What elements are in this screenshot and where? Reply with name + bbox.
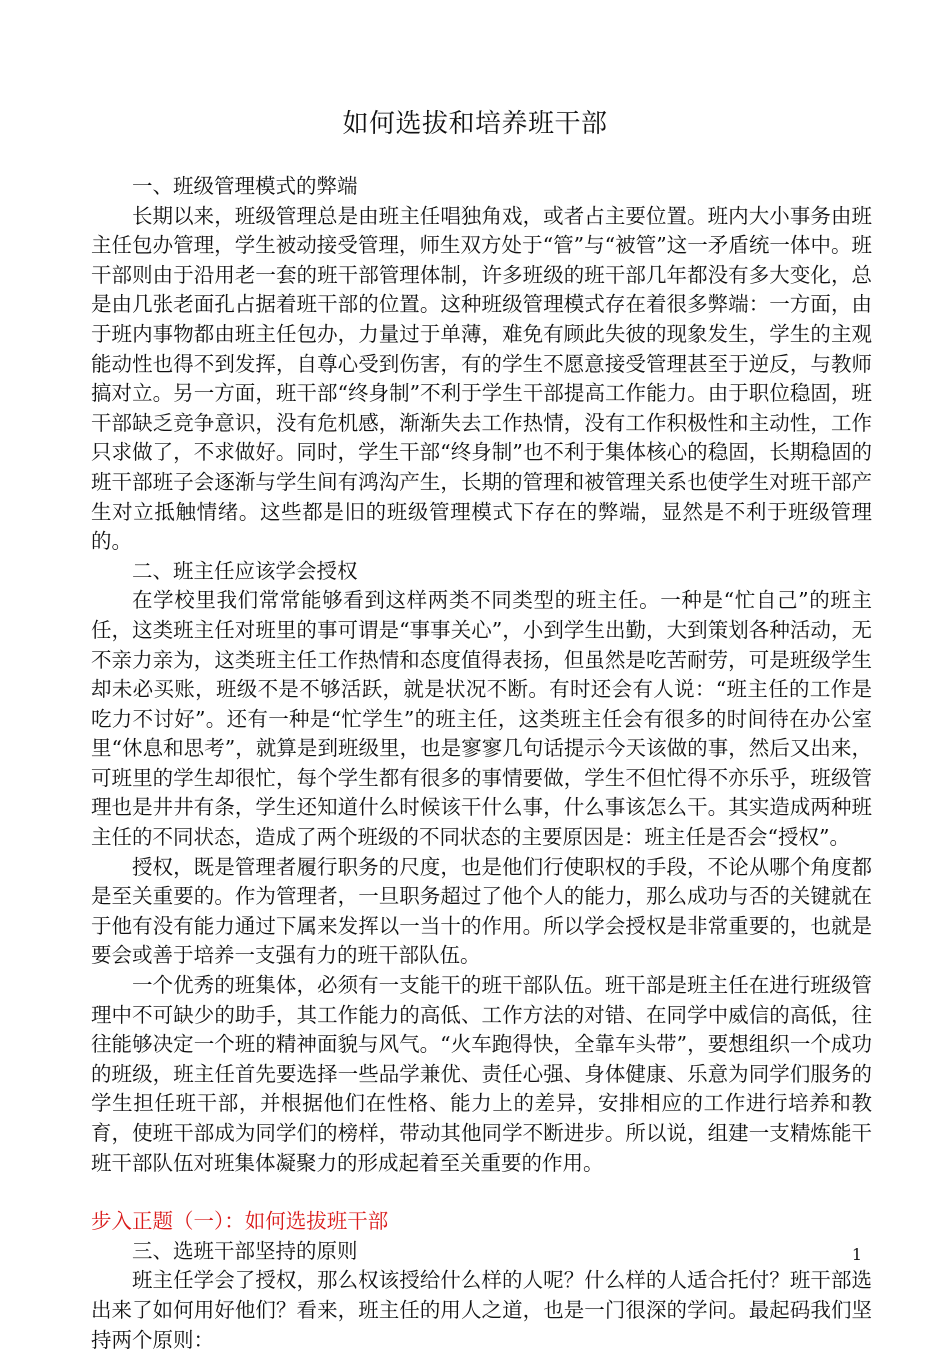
paragraph-3: 授权，既是管理者履行职务的尺度，也是他们行使职权的手段，不论从哪个角度都是至关重要的。作为管理者，一旦职务超过了他个人的能力，那么成功与否的关键就在于他有没有能力通过下属来发挥以一当十的作用。所以学会授权是非常重要的，也就是要会或善于培养一支强有力的班干部队伍。 xyxy=(91,854,872,968)
paragraph-4: 一个优秀的班集体，必须有一支能干的班干部队伍。班干部是班主任在进行班级管理中不可缺少的助手，其工作能力的高低、工作方法的对错、在同学中威信的高低，往往能够决定一个班的精神面貌与风气。“火车跑得快，全靠车头带”，要想组织一个成功的班级，班主任首先要选择一些品学兼优、责任心强、身体健康、乐意为同学们服务的学生担任班干部，并根据他们在性格、能力上的差异，安排相应的工作进行培养和教育，使班干部成为同学们的榜样，带动其他同学不断进步。所以说，组建一支精炼能干班干部队伍对班集体凝聚力的形成起着至关重要的作用。 xyxy=(91,973,872,1175)
paragraph-1: 长期以来，班级管理总是由班主任唱独角戏，或者占主要位置。班内大小事务由班主任包办管理，学生被动接受管理，师生双方处于“管”与“被管”这一矛盾统一体中。班干部则由于沿用老一套的班干部管理体制，许多班级的班干部几年都没有多大变化，总是由几张老面孔占据着班干部的位置。这种班级管理模式存在着很多弊端：一方面，由于班内事物都由班主任包办，力量过于单薄，难免有顾此失彼的现象发生，学生的主观能动性也得不到发挥，自尊心受到伤害，有的学生不愿意接受管理甚至于逆反，与教师搞对立。另一方面，班干部“终身制”不利于学生干部提高工作能力。由于职位稳固，班干部缺乏竞争意识，没有危机感，渐渐失去工作热情，没有工作积极性和主动性，工作只求做了，不求做好。同时，学生干部“终身制”也不利于集体核心的稳固，长期稳固的班干部班子会逐渐与学生间有鸿沟产生，长期的管理和被管理关系也使学生对班干部产生对立抵触情绪。这些都是旧的班级管理模式下存在的弊端，显然是不利于班级管理的。 xyxy=(91,203,872,554)
red-section-heading: 步入正题（一）：如何选拔班干部 xyxy=(91,1209,389,1234)
document-title: 如何选拔和培养班干部 xyxy=(342,109,608,139)
paragraph-5: 班主任学会了授权，那么权该授给什么样的人呢？什么样的人适合托付？班干部选出来了如何用好他们？看来，班主任的用人之道，也是一门很深的学问。最起码我们坚持两个原则： xyxy=(91,1268,872,1352)
page-number: 1 xyxy=(851,1245,862,1264)
section-heading-1: 一、班级管理模式的弊端 xyxy=(132,174,358,198)
section-heading-3: 三、选班干部坚持的原则 xyxy=(132,1238,358,1263)
document-body xyxy=(91,172,872,1355)
paragraph-2: 在学校里我们常常能够看到这样两类不同类型的班主任。一种是“忙自己”的班主任，这类班主任对班里的事可谓是“事事关心”，小到学生出勤，大到策划各种活动，无不亲力亲为，这类班主任工作热情和态度值得表扬，但虽然是吃苦耐劳，可是班级学生却未必买账，班级不是不够活跃，就是状况不断。有时还会有人说：“班主任的工作是吃力不讨好”。还有一种是“忙学生”的班主任，这类班主任会有很多的时间待在办公室里“休息和思考”，就算是到班级里，也是寥寥几句话提示今天该做的事，然后又出来，可班里的学生却很忙，每个学生都有很多的事情要做，学生不但忙得不亦乐乎，班级管理也是井井有条，学生还知道什么时候该干什么事，什么事该怎么干。其实造成两种班主任的不同状态，造成了两个班级的不同状态的主要原因是：班主任是否会“授权”。 xyxy=(91,588,872,850)
section-heading-2: 二、班主任应该学会授权 xyxy=(132,558,358,583)
